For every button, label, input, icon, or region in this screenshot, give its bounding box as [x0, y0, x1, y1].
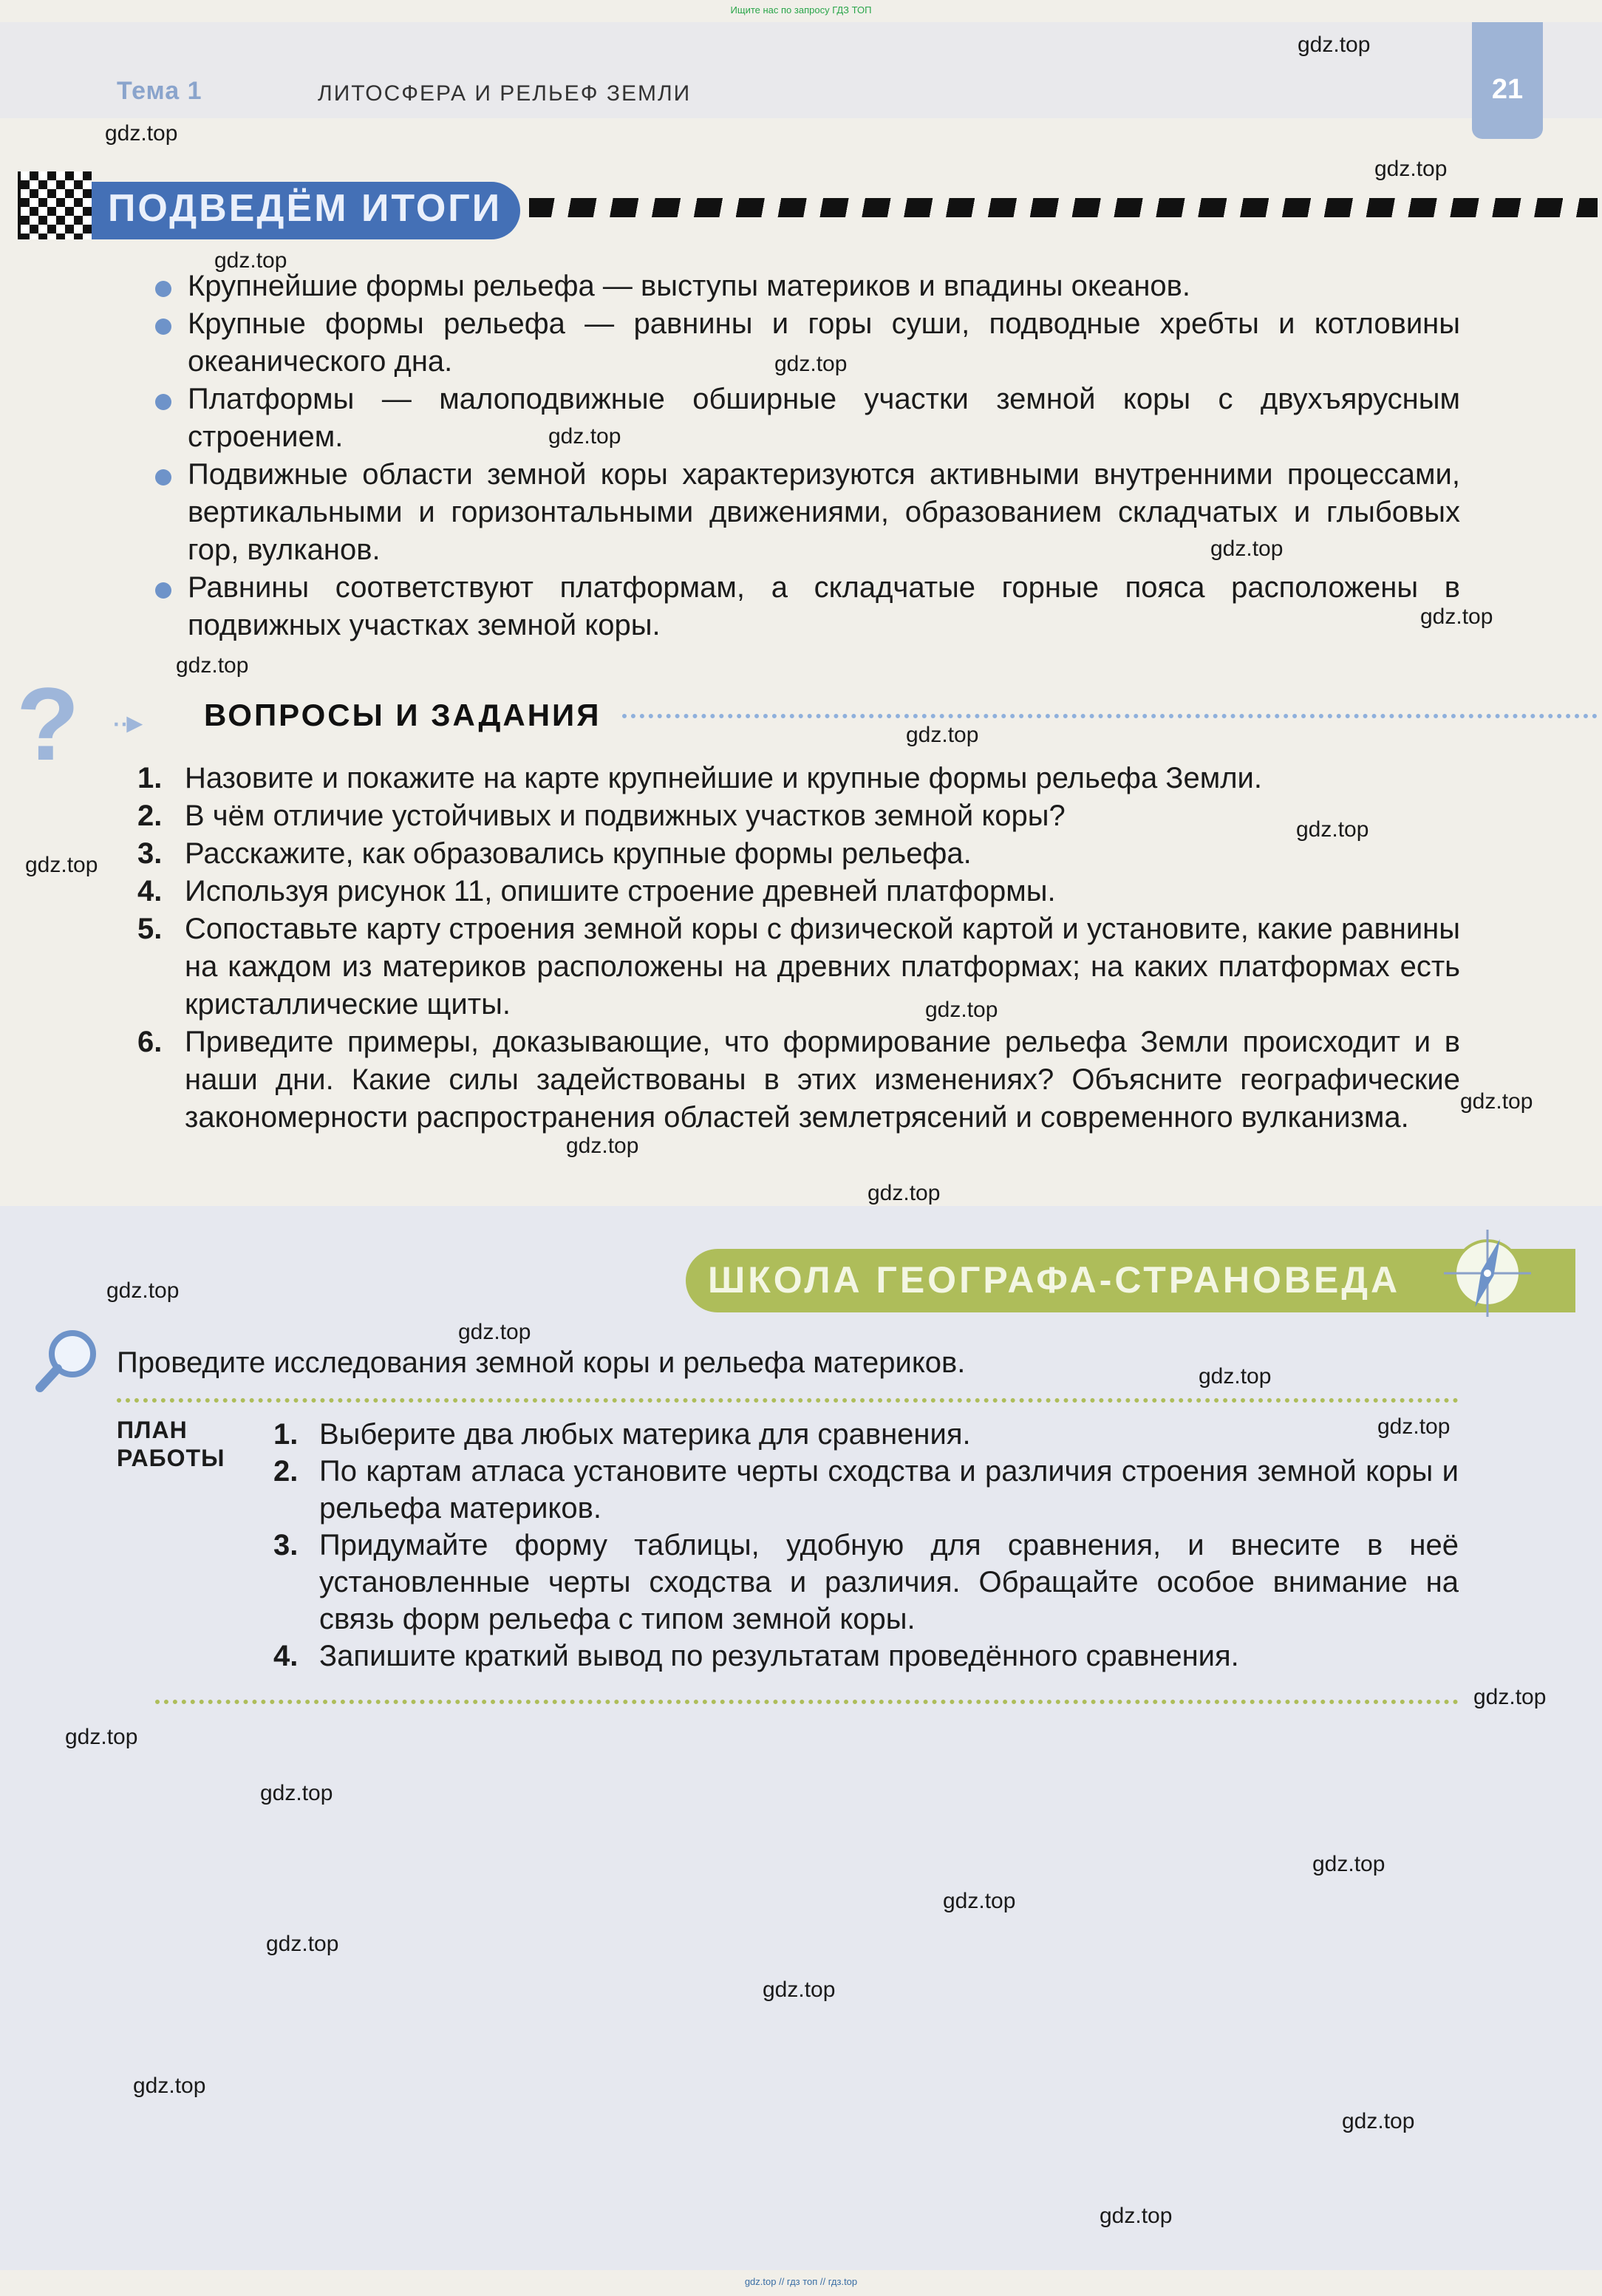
watermark: gdz.top: [133, 2074, 206, 2098]
chapter-title: ЛИТОСФЕРА И РЕЛЬЕФ ЗЕМЛИ: [318, 81, 692, 106]
watermark: gdz.top: [1296, 817, 1369, 842]
dotted-arrow-icon: ··▸: [111, 704, 140, 740]
watermark: gdz.top: [176, 653, 249, 678]
dashed-divider: [529, 198, 1598, 217]
question-mark-icon: ?: [16, 666, 80, 782]
plan-label: ПЛАН РАБОТЫ: [117, 1417, 225, 1471]
dotted-divider: [155, 1700, 1459, 1704]
watermark: gdz.top: [65, 1725, 138, 1749]
summary-item: Крупные формы рельефа — равнины и горы суши, подводные хребты и котловины океанического дна.: [188, 305, 1460, 381]
watermark: gdz.top: [1199, 1364, 1272, 1389]
plan-steps-list: [273, 1416, 1459, 1675]
watermark: gdz.top: [925, 998, 998, 1022]
watermark: gdz.top: [1473, 1685, 1547, 1709]
watermark: gdz.top: [260, 1781, 333, 1805]
questions-list: [137, 760, 1460, 1137]
bottom-banner: gdz.top // гдз топ // гдз.top: [744, 2276, 858, 2287]
watermark: gdz.top: [106, 1278, 180, 1303]
plan-step: 1. Выберите два любых материка для сравнения.: [273, 1418, 971, 1451]
summary-item: Крупнейшие формы рельефа — выступы материков и впадины океанов.: [188, 268, 1460, 305]
watermark: gdz.top: [548, 424, 621, 449]
watermark: gdz.top: [1374, 157, 1448, 181]
top-banner: Ищите нас по запросу ГДЗ ТОП: [730, 4, 872, 16]
plan-step: 2. По картам атласа установите черты сходства и различия строения земной коры и рельефа материков.: [273, 1455, 1459, 1525]
watermark: gdz.top: [763, 1978, 836, 2002]
questions-title: ВОПРОСЫ И ЗАДАНИЯ: [204, 698, 601, 732]
watermark: gdz.top: [868, 1181, 941, 1205]
topic-label: Тема 1: [117, 77, 202, 105]
question-item: 4. Используя рисунок 11, опишите строение древней платформы.: [137, 875, 1056, 907]
watermark: gdz.top: [1342, 2109, 1415, 2133]
watermark: gdz.top: [906, 723, 979, 747]
watermark: gdz.top: [214, 248, 287, 273]
dotted-divider: [622, 714, 1598, 718]
question-item: 3. Расскажите, как образовались крупные формы рельефа.: [137, 837, 972, 870]
question-item: 2. В чём отличие устойчивых и подвижных участков земной коры?: [137, 800, 1066, 832]
summary-item: Платформы — малоподвижные обширные участки земной коры с двухъярусным строением.: [188, 381, 1460, 456]
page-number: 21: [1491, 74, 1524, 105]
watermark: gdz.top: [1420, 604, 1493, 629]
compass-icon: [1441, 1227, 1534, 1320]
plan-step: 3. Придумайте форму таблицы, удобную для сравнения, и внесите в неё установленные черты сходства и различия. Обращайте особое внимание на связь форм рельефа с типом земной коры.: [273, 1529, 1459, 1635]
watermark: gdz.top: [1312, 1852, 1385, 1876]
watermark: gdz.top: [105, 121, 178, 146]
watermark: gdz.top: [1460, 1089, 1533, 1114]
watermark: gdz.top: [943, 1889, 1016, 1913]
watermark: gdz.top: [566, 1134, 639, 1158]
checkered-flag-icon: [18, 171, 92, 239]
watermark: gdz.top: [266, 1932, 339, 1956]
summary-item: Равнины соответствуют платформам, а складчатые горные пояса расположены в подвижных участках земной коры.: [188, 569, 1460, 644]
school-intro: Проведите исследования земной коры и рельефа материков.: [117, 1346, 966, 1379]
plan-step: 4. Запишите краткий вывод по результатам проведённого сравнения.: [273, 1640, 1239, 1672]
watermark: gdz.top: [458, 1320, 531, 1344]
summary-title: ПОДВЕДЁМ ИТОГИ: [108, 187, 502, 230]
school-title: ШКОЛА ГЕОГРАФА-СТРАНОВЕДА: [708, 1259, 1401, 1301]
summary-list: [152, 268, 1460, 644]
question-item: 6. Приведите примеры, доказывающие, что формирование рельефа Земли происходит и в наши дни. Какие силы задействованы в этих изменениях? Объясните географические закономерности распространения областей землетрясений и современного вулканизма.: [137, 1026, 1460, 1134]
question-item: 1. Назовите и покажите на карте крупнейшие и крупные формы рельефа Земли.: [137, 762, 1263, 794]
summary-item: Подвижные области земной коры характеризуются активными внутренними процессами, вертикальными и горизонтальными движениями, образованием складчатых и глыбовых гор, вулканов.: [188, 456, 1460, 569]
question-item: 5. Сопоставьте карту строения земной коры с физической картой и установите, какие равнины на каждом из материков расположены на древних платформах; на каких платформах есть кристаллические щиты.: [137, 913, 1460, 1021]
watermark: gdz.top: [1298, 33, 1371, 57]
watermark: gdz.top: [774, 352, 848, 376]
dotted-divider: [117, 1398, 1459, 1403]
watermark: gdz.top: [1210, 536, 1284, 561]
magnifier-icon: [33, 1327, 100, 1395]
watermark: gdz.top: [1377, 1414, 1451, 1439]
watermark: gdz.top: [1100, 2204, 1173, 2228]
watermark: gdz.top: [25, 853, 98, 877]
